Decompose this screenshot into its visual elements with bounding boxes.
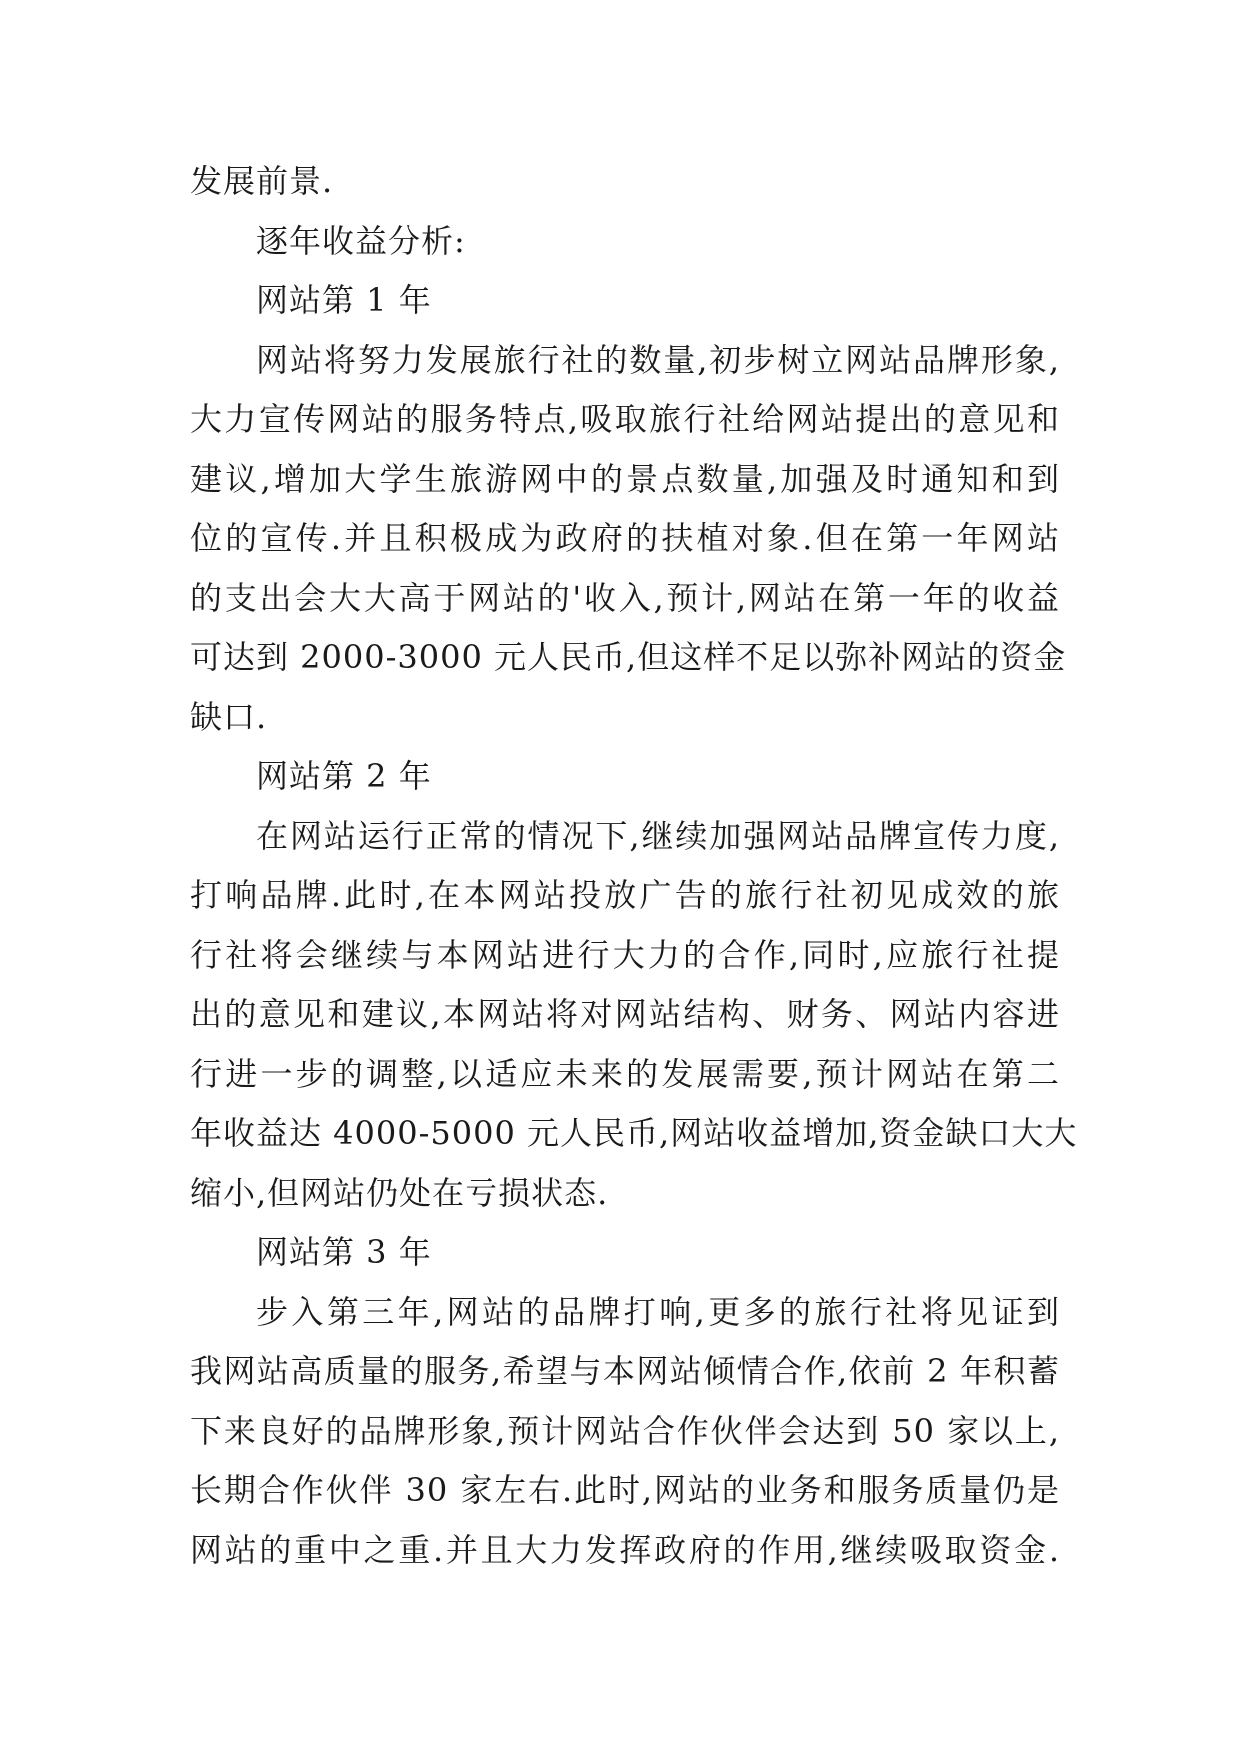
- text-line-16: 行进一步的调整,以适应未来的发展需要,预计网站在第二: [190, 1054, 1060, 1093]
- text-line-8: 的支出会大大高于网站的'收入,预计,网站在第一年的收益: [190, 578, 1060, 617]
- text-line-21: 我网站高质量的服务,希望与本网站倾情合作,依前 2 年积蓄: [190, 1352, 1060, 1390]
- text-line-23: 长期合作伙伴 30 家左右.此时,网站的业务和服务质量仍是: [190, 1471, 1060, 1509]
- text-line-3: 网站第 1 年: [256, 281, 432, 319]
- text-line-4: 网站将努力发展旅行社的数量,初步树立网站品牌形象,: [256, 340, 1060, 379]
- text-line-2: 逐年收益分析:: [256, 221, 466, 260]
- text-line-20: 步入第三年,网站的品牌打响,更多的旅行社将见证到: [256, 1292, 1060, 1331]
- text-line-9: 可达到 2000-3000 元人民币,但这样不足以弥补网站的资金: [190, 638, 1067, 676]
- text-line-14: 行社将会继续与本网站进行大力的合作,同时,应旅行社提: [190, 935, 1060, 974]
- text-line-18: 缩小,但网站仍处在亏损状态.: [190, 1173, 609, 1212]
- text-line-19: 网站第 3 年: [256, 1233, 432, 1271]
- text-line-15: 出的意见和建议,本网站将对网站结构、财务、网站内容进: [190, 995, 1060, 1033]
- text-line-6: 建议,增加大学生旅游网中的景点数量,加强及时通知和到: [190, 459, 1060, 498]
- text-line-5: 大力宣传网站的服务特点,吸取旅行社给网站提出的意见和: [190, 400, 1060, 438]
- text-line-12: 在网站运行正常的情况下,继续加强网站品牌宣传力度,: [256, 816, 1060, 855]
- text-line-11: 网站第 2 年: [256, 757, 432, 795]
- text-line-22: 下来良好的品牌形象,预计网站合作伙伴会达到 50 家以上,: [190, 1411, 1060, 1450]
- text-line-17: 年收益达 4000-5000 元人民币,网站收益增加,资金缺口大大: [190, 1114, 1078, 1152]
- text-line-13: 打响品牌.此时,在本网站投放广告的旅行社初见成效的旅: [190, 876, 1060, 914]
- text-line-1: 发展前景.: [190, 162, 334, 200]
- text-line-10: 缺口.: [190, 697, 268, 736]
- text-line-24: 网站的重中之重.并且大力发挥政府的作用,继续吸取资金.: [190, 1530, 1060, 1569]
- text-line-7: 位的宣传.并且积极成为政府的扶植对象.但在第一年网站: [190, 519, 1060, 557]
- document-body: [190, 152, 1078, 1580]
